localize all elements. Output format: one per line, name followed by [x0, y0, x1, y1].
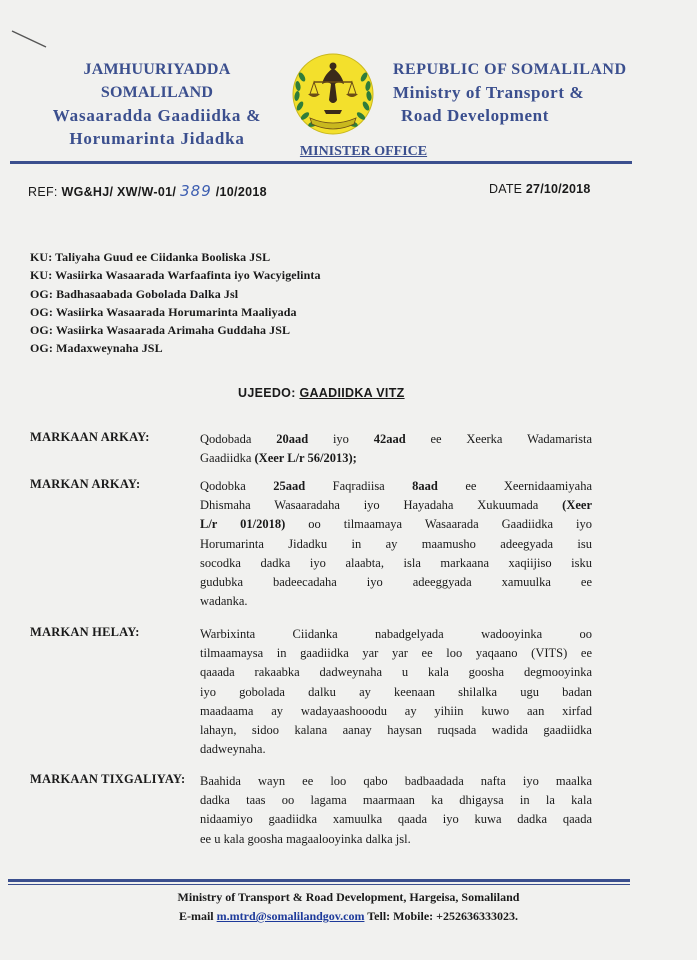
header-english-line-2: Ministry of Transport & [393, 83, 585, 102]
recipients-list [30, 248, 321, 358]
body-line: Gaadiidka (Xeer L/r 56/2013); [200, 451, 357, 466]
date-label: DATE [489, 182, 523, 196]
ref-label: REF: [28, 185, 58, 199]
body-line: Baahida wayn ee loo qabo badbaadada nafta iyo maalka [200, 774, 592, 788]
tel-label: Tell: [367, 909, 391, 923]
subject-label: UJEEDO: [238, 386, 296, 400]
header-somali-line-1: JAMHUURIYADDA SOMALILAND [83, 61, 231, 101]
ref-prefix: WG&HJ/ XW/W-01/ [61, 185, 177, 199]
footer-contact [0, 888, 697, 926]
body-line: lahayn, sidoo kalana aanay haysan ruqsada wadida gaadiidka [200, 723, 592, 738]
footer-divider-thin [8, 884, 630, 885]
body-line: gudubka badeecadaha iyo adeeggyada xamuulka ee [200, 575, 592, 590]
body-line: socodka dadka iyo alaabta, isla markaana xaqiijiso isku [200, 555, 592, 570]
section-body [200, 625, 592, 759]
recipient-line: OG: Wasiirka Wasaarada Arimaha Guddaha JSL [30, 323, 291, 338]
header-english-line-3: Road Development [401, 106, 549, 125]
body-line: wadanka. [200, 594, 248, 609]
recipient-line: KU: Taliyaha Guud ee Ciidanka Booliska JSL [30, 250, 271, 264]
section-label: MARKAN ARKAY: [30, 477, 141, 491]
header-somali-line-2: Wasaaradda Gaadiidka & [52, 106, 262, 125]
header-english-block [393, 58, 633, 127]
body-line: iyo gobolada dalku ay keenaan shilalka ugu badan [200, 684, 592, 699]
pen-stroke-mark [10, 28, 50, 50]
recipient-line: KU: Wasiirka Wasaarada Warfaafinta iyo Wacyigelinta [30, 268, 321, 283]
recipient-line: OG: Madaxweynaha JSL [30, 341, 163, 356]
section-label: MARKAAN TIXGALIYAY: [30, 772, 186, 786]
body-line: Qodobada 20aad iyo 42aad ee Xeerka Wadamarista [200, 432, 592, 446]
section-body [200, 430, 592, 468]
body-line: nidaamiyo gaadiidka xamuulka qaada iyo kuwa dadka qaada [200, 812, 592, 827]
ref-handwritten-number: 389 [180, 182, 212, 200]
minister-office-title: MINISTER OFFICE [299, 144, 428, 159]
header-somali-line-3: Horumarinta Jidadka [69, 129, 245, 148]
body-line: dadweynaha. [200, 742, 266, 757]
body-line: Dhismaha Wasaaradaha iyo Hayadaha Xukuumada (Xeer [200, 498, 592, 513]
email-label: E-mail [178, 909, 214, 923]
section-body [200, 772, 592, 849]
mobile-number: +252636333023. [436, 909, 519, 923]
reference-number [28, 182, 267, 200]
recipient-line: OG: Wasiirka Wasaarada Horumarinta Maaliyada [30, 304, 297, 319]
header-divider [10, 161, 632, 164]
header-somali-block [28, 58, 286, 150]
header-english-line-1: REPUBLIC OF SOMALILAND [393, 61, 627, 78]
footer-divider-thick [8, 879, 630, 882]
somaliland-coat-of-arms-icon [284, 44, 382, 142]
section-label: MARKAN HELAY: [30, 625, 140, 639]
email-link[interactable]: m.mtrd@somalilandgov.com [216, 909, 365, 923]
date-value: 27/10/2018 [525, 182, 591, 196]
body-line: Horumarinta Jidadku in ay maamusho adeegyada isu [200, 536, 592, 551]
body-line: ee u kala goosha magaalooyinka dalka jsl. [200, 831, 411, 846]
ref-suffix: /10/2018 [215, 185, 267, 199]
section-body [200, 477, 592, 611]
body-line: L/r 01/2018) oo tilmaamaya Wasaarada Gaadiidka iyo [200, 517, 592, 532]
footer-contact-line [0, 907, 697, 926]
body-line: dadka taas oo lagama maarmaan ka dhigaysa in la kala [200, 793, 592, 808]
body-line: Warbixinta Ciidanka nabadgelyada wadooyinka oo [200, 627, 592, 641]
mobile-label: Mobile: [393, 909, 434, 923]
body-line: Qodobka 25aad Faqradiisa 8aad ee Xeernidaamiyaha [200, 479, 592, 493]
letter-date [489, 182, 590, 196]
subject-value: GAADIIDKA VITZ [299, 386, 405, 400]
footer-address: Ministry of Transport & Road Development, Hargeisa, Somaliland [177, 890, 520, 904]
body-line: qaaada rakaabka dadweynaha u kala goosha degmooyinka [200, 665, 592, 680]
body-line: tilmaamaysa in gaadiidka yar yar ee loo yaqaano (VITS) ee [200, 646, 592, 661]
recipient-line: OG: Badhasaabada Gobolada Dalka Jsl [30, 286, 239, 301]
section-label: MARKAAN ARKAY: [30, 430, 150, 444]
subject-line [238, 386, 405, 400]
body-line: maadaama ay wadayaashooodu ay yihiin kuwo aan xirfad [200, 703, 592, 718]
